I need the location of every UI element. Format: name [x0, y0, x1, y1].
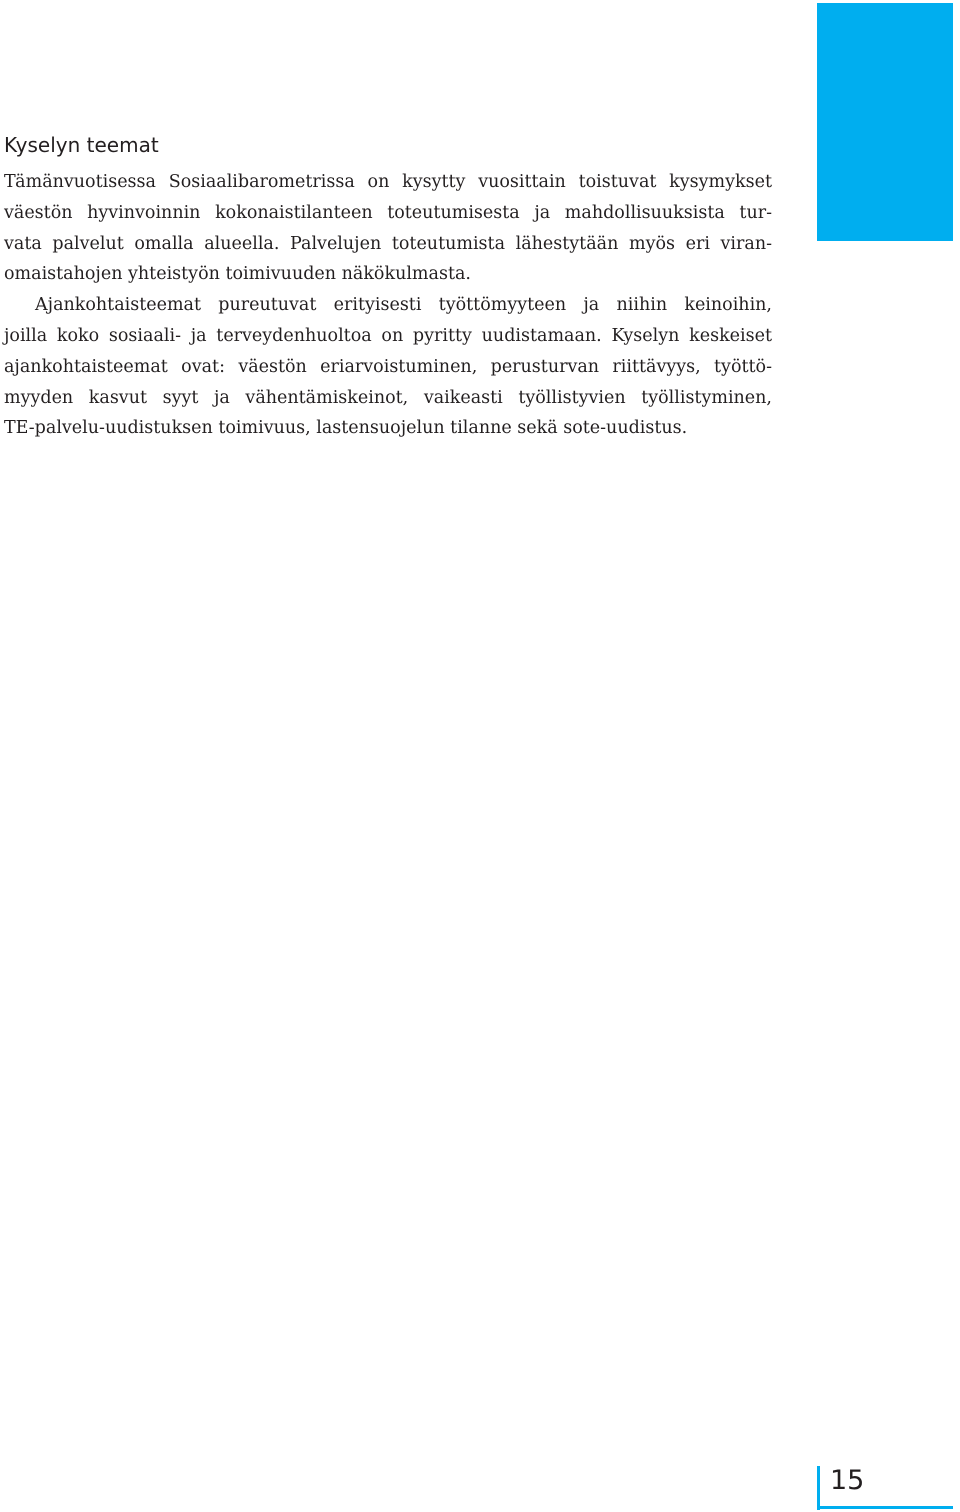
page-number: 15 [830, 1465, 865, 1496]
body-line: joilla koko sosiaali- ja terveydenhuoltoa on pyritty uudistamaan. Kyselyn keskeiset [4, 325, 772, 346]
chapter-tab [817, 3, 953, 241]
body-line: Tämänvuotisessa Sosiaalibarometrissa on kysytty vuosittain toistuvat kysymykset [4, 172, 772, 192]
section-heading: Kyselyn teemat [4, 133, 159, 157]
body-text [4, 167, 772, 444]
body-line: vata palvelut omalla alueella. Palvelujen toteutumista lähestytään myös eri viran- [4, 233, 772, 254]
page-number-rule-horizontal [817, 1506, 953, 1509]
body-line: ajankohtaisteemat ovat: väestön eriarvoistuminen, perusturvan riittävyys, työttö- [4, 356, 772, 377]
body-line: omaistahojen yhteistyön toimivuuden näkökulmasta. [4, 264, 471, 285]
body-line: Ajankohtaisteemat pureutuvat erityisesti työttömyyteen ja niihin keinoihin, [35, 295, 772, 316]
body-line: TE-palvelu-uudistuksen toimivuus, lastensuojelun tilanne sekä sote-uudistus. [4, 418, 688, 439]
body-line: myyden kasvut syyt ja vähentämiskeinot, vaikeasti työllistyvien työllistyminen, [4, 387, 772, 408]
body-line: väestön hyvinvoinnin kokonaistilanteen toteutumisesta ja mahdollisuuksista tur- [4, 202, 772, 223]
page-number-rule-vertical [817, 1466, 820, 1510]
